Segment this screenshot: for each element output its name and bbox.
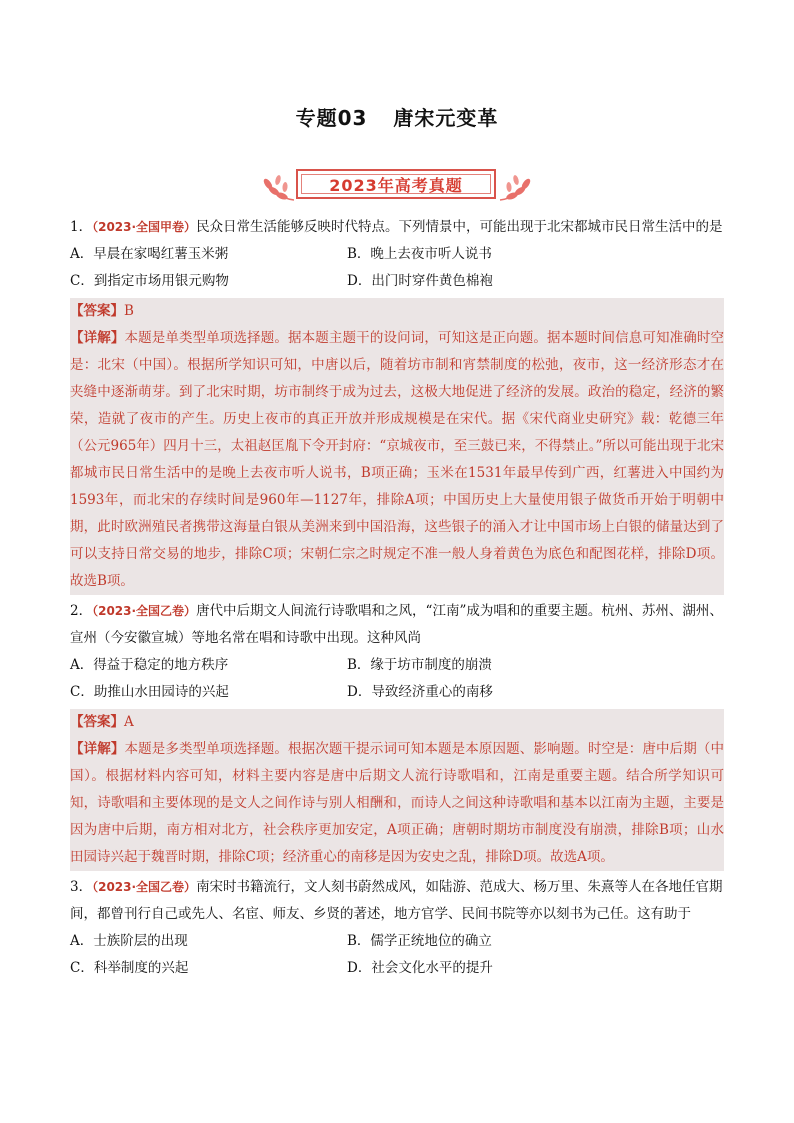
question-list bbox=[70, 214, 724, 982]
detail-paragraph bbox=[70, 325, 724, 595]
option-d: D．出门时穿件黄色棉袍 bbox=[347, 273, 493, 289]
answer-value: B bbox=[124, 303, 134, 319]
detail-text: 本题是单类型单项选择题。据本题主题干的设问词，可知这是正向题。据本题时间信息可知准确时空是：北宋（中国）。根据所学知识可知，中唐以后，随着坊市制和宵禁制度的松弛，夜市，这一经济形态才在夹缝中逐渐萌芽。到了北宋时期，坊市制终于成为过去，这极大地促进了经济的发展。政治的稳定，经济的繁荣，造就了夜市的产生。历史上夜市的真正开放并形成规模是在宋代。据《宋代商业史研究》载：乾德三年（公元965年）四月十三，太祖赵匡胤下令开封府：“京城夜市，至三鼓已来，不得禁止。”所以可能出现于北宋都城市民日常生活中的是晚上去夜市听人说书，B项正确；玉米在1531年最早传到广西，红薯进入中国约为1593年，而北宋的存续时间是960年—1127年，排除A项；中国历史上大量使用银子做货币开始于明朝中期，此时欧洲殖民者携带这海量白银从美洲来到中国沿海，这些银子的涌入才让中国市场上白银的储量达到了可以支持日常交易的地步，排除C项；宋朝仁宗之时规定不准一般人身着黄色为底色和配图花样，排除D项。故选B项。 bbox=[70, 330, 725, 589]
option-b: B．晚上去夜市听人说书 bbox=[347, 246, 492, 262]
section-banner bbox=[260, 166, 534, 206]
option-c: C．到指定市场用银元购物 bbox=[70, 273, 229, 289]
option-d: D．社会文化水平的提升 bbox=[347, 960, 493, 976]
question-source: （2023·全国乙卷） bbox=[92, 604, 197, 618]
question-number: 2． bbox=[70, 603, 93, 619]
option-list bbox=[70, 652, 724, 706]
banner-box bbox=[296, 169, 496, 199]
laurel-right-icon bbox=[498, 166, 534, 206]
answer-line bbox=[70, 709, 724, 736]
question-2 bbox=[70, 598, 724, 871]
detail-text: 本题是多类型单项选择题。根据次题干提示词可知本题是本原因题、影响题。时空是：唐中后期（中国）。根据材料内容可知，材料主要内容是唐中后期文人流行诗歌唱和，江南是重要主题。结合所学知识可知，诗歌唱和主要体现的是文人之间作诗与别人相酬和，而诗人之间这种诗歌唱和基本以江南为主题，主要是因为唐中后期，南方相对北方，社会秩序更加安定，A项正确；唐朝时期坊市制度没有崩溃，排除B项；山水田园诗兴起于魏晋时期，排除C项；经济重心的南移是因为安史之乱，排除D项。故选A项。 bbox=[70, 741, 725, 865]
option-a: A．得益于稳定的地方秩序 bbox=[70, 657, 229, 673]
question-text: 民众日常生活能够反映时代特点。下列情景中，可能出现于北宋都城市民日常生活中的是 bbox=[196, 219, 723, 235]
question-text: 唐代中后期文人间流行诗歌唱和之风，“江南”成为唱和的重要主题。杭州、苏州、湖州、宣州（今安徽宣城）等地名常在唱和诗歌中出现。这种风尚 bbox=[70, 603, 723, 646]
question-3 bbox=[70, 874, 724, 982]
question-number: 1． bbox=[70, 219, 93, 235]
detail-tag: 【详解】 bbox=[70, 741, 125, 757]
option-c: C．科举制度的兴起 bbox=[70, 960, 189, 976]
option-b: B．儒学正统地位的确立 bbox=[347, 933, 492, 949]
option-list bbox=[70, 928, 724, 982]
question-stem bbox=[70, 874, 724, 928]
question-number: 3． bbox=[70, 879, 93, 895]
option-list bbox=[70, 241, 724, 295]
option-b: B．缘于坊市制度的崩溃 bbox=[347, 657, 492, 673]
page-title bbox=[0, 102, 794, 131]
laurel-left-icon bbox=[260, 166, 296, 206]
answer-line bbox=[70, 298, 724, 325]
title-topic: 唐宋元变革 bbox=[393, 106, 499, 130]
detail-tag: 【详解】 bbox=[70, 330, 125, 346]
question-text: 南宋时书籍流行，文人刻书蔚然成风，如陆游、范成大、杨万里、朱熹等人在各地任官期间，都曾刊行自己或先人、名宦、师友、乡贤的著述，地方官学、民间书院等亦以刻书为己任。这有助于 bbox=[70, 879, 723, 922]
question-source: （2023·全国甲卷） bbox=[92, 220, 197, 234]
option-c: C．助推山水田园诗的兴起 bbox=[70, 684, 229, 700]
option-a: A．士族阶层的出现 bbox=[70, 933, 188, 949]
question-stem bbox=[70, 214, 724, 241]
option-d: D．导致经济重心的南移 bbox=[347, 684, 493, 700]
answer-tag: 【答案】 bbox=[70, 714, 124, 730]
detail-paragraph bbox=[70, 736, 724, 871]
answer-tag: 【答案】 bbox=[70, 303, 124, 319]
answer-value: A bbox=[124, 714, 134, 730]
answer-block bbox=[70, 709, 724, 871]
question-source: （2023·全国乙卷） bbox=[92, 880, 197, 894]
banner-text: 2023年高考真题 bbox=[301, 174, 491, 194]
question-1 bbox=[70, 214, 724, 595]
answer-block bbox=[70, 298, 724, 595]
question-stem bbox=[70, 598, 724, 652]
option-a: A．早晨在家喝红薯玉米粥 bbox=[70, 246, 229, 262]
title-prefix: 专题03 bbox=[295, 106, 368, 130]
